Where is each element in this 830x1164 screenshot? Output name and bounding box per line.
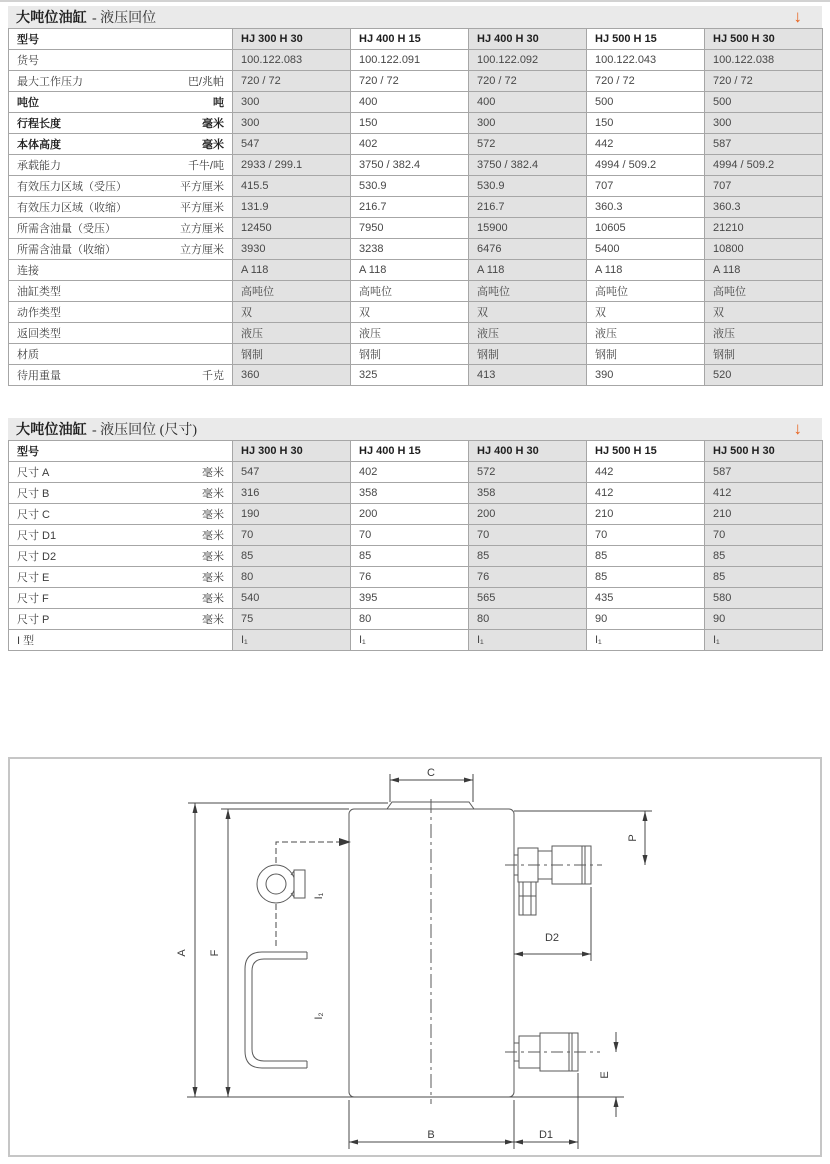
cell-value: 15900: [469, 218, 587, 239]
row-label-header: 型号: [9, 441, 233, 462]
row-label: 尺寸 A: [17, 467, 50, 479]
cell-value: 300: [233, 92, 351, 113]
cell-value: 76: [469, 567, 587, 588]
row-label: 油缸类型: [17, 286, 61, 298]
cell-value: 液压: [469, 323, 587, 344]
table-row: [9, 260, 823, 281]
cell-value: 液压: [351, 323, 469, 344]
cell-value: 100.122.043: [587, 50, 705, 71]
cell-value: 530.9: [469, 176, 587, 197]
cell-value: 4994 / 509.2: [705, 155, 823, 176]
cell-value: 双: [587, 302, 705, 323]
cell-value: 6476: [469, 239, 587, 260]
cell-value: 双: [469, 302, 587, 323]
cell-value: 190: [233, 504, 351, 525]
row-label: 返回类型: [17, 328, 61, 340]
cell-value: 钢制: [351, 344, 469, 365]
row-label: 动作类型: [17, 307, 61, 319]
cell-value: 216.7: [469, 197, 587, 218]
dim-label-f: F: [209, 949, 221, 957]
cell-value: 360.3: [705, 197, 823, 218]
cell-value: 720 / 72: [469, 71, 587, 92]
cell-value: 高吨位: [233, 281, 351, 302]
cell-value: 547: [233, 462, 351, 483]
row-label: 尺寸 C: [17, 509, 50, 521]
cell-value: 200: [469, 504, 587, 525]
table-row: [9, 281, 823, 302]
cell-value: 4994 / 509.2: [587, 155, 705, 176]
row-label-cell: [9, 344, 233, 365]
row-label-cell: [9, 609, 233, 630]
column-header: HJ 500 H 30: [705, 441, 823, 462]
cell-value: 707: [705, 176, 823, 197]
cell-value: 85: [587, 567, 705, 588]
row-label-cell: [9, 567, 233, 588]
spec-table-hydraulic-return: [8, 6, 822, 386]
table-row: [9, 323, 823, 344]
cell-value: 钢制: [705, 344, 823, 365]
table1-title-bar: [8, 6, 822, 28]
cell-value: 572: [469, 134, 587, 155]
table-row: [9, 92, 823, 113]
cell-value: 150: [587, 113, 705, 134]
row-label-cell: [9, 50, 233, 71]
cell-value: 720 / 72: [233, 71, 351, 92]
row-label: 待用重量: [17, 370, 61, 382]
cell-value: 360.3: [587, 197, 705, 218]
row-label-cell: [9, 155, 233, 176]
cell-value: 21210: [705, 218, 823, 239]
cell-value: 200: [351, 504, 469, 525]
row-unit: 毫米: [202, 488, 224, 500]
cell-value: 358: [351, 483, 469, 504]
table-row: [9, 344, 823, 365]
cell-value: 572: [469, 462, 587, 483]
cell-value: 402: [351, 134, 469, 155]
row-label: 所需含油量（受压）: [17, 223, 116, 235]
cell-value: 565: [469, 588, 587, 609]
cell-value: 液压: [587, 323, 705, 344]
row-unit: 千克: [202, 370, 224, 382]
row-unit: 立方厘米: [180, 244, 224, 256]
row-label: 尺寸 P: [17, 614, 50, 626]
cell-value: A 118: [233, 260, 351, 281]
cell-value: 80: [469, 609, 587, 630]
cell-value: 7950: [351, 218, 469, 239]
cell-value: 85: [705, 546, 823, 567]
row-label: I 型: [17, 635, 35, 647]
cell-value: 85: [587, 546, 705, 567]
row-unit: 毫米: [202, 530, 224, 542]
row-label: 材质: [17, 349, 39, 361]
cell-value: 587: [705, 462, 823, 483]
row-unit: 毫米: [202, 467, 224, 479]
cell-value: 70: [587, 525, 705, 546]
cell-value: 75: [233, 609, 351, 630]
row-label: 有效压力区域（受压）: [17, 181, 127, 193]
cell-value: 76: [351, 567, 469, 588]
row-unit: 毫米: [202, 509, 224, 521]
cell-value: 402: [351, 462, 469, 483]
row-unit: 毫米: [202, 593, 224, 605]
spec-table-dimensions: [8, 418, 822, 651]
table-row: [9, 630, 823, 651]
dim-label-e: E: [599, 1071, 611, 1079]
cell-value: 442: [587, 462, 705, 483]
row-label-cell: [9, 281, 233, 302]
cell-value: 216.7: [351, 197, 469, 218]
row-label-cell: [9, 92, 233, 113]
cell-value: I₁: [469, 630, 587, 651]
cell-value: 液压: [705, 323, 823, 344]
column-header: HJ 400 H 30: [469, 29, 587, 50]
cell-value: 钢制: [233, 344, 351, 365]
cell-value: A 118: [469, 260, 587, 281]
cell-value: 10800: [705, 239, 823, 260]
cell-value: 双: [233, 302, 351, 323]
row-label-header: 型号: [9, 29, 233, 50]
down-arrow-icon[interactable]: ↓: [793, 7, 802, 26]
cell-value: 210: [587, 504, 705, 525]
row-label: 尺寸 B: [17, 488, 50, 500]
cell-value: 400: [351, 92, 469, 113]
row-unit: 平方厘米: [180, 202, 224, 214]
column-header: HJ 400 H 15: [351, 29, 469, 50]
cell-value: 85: [705, 567, 823, 588]
cell-value: 10605: [587, 218, 705, 239]
cell-value: 2933 / 299.1: [233, 155, 351, 176]
cell-value: 100.122.091: [351, 50, 469, 71]
row-label-cell: [9, 197, 233, 218]
table-row: [9, 504, 823, 525]
cell-value: 3750 / 382.4: [351, 155, 469, 176]
cell-value: 435: [587, 588, 705, 609]
column-header: HJ 500 H 15: [587, 29, 705, 50]
cell-value: I₁: [233, 630, 351, 651]
row-unit: 毫米: [202, 139, 224, 151]
cell-value: 85: [469, 546, 587, 567]
row-unit: 毫米: [202, 614, 224, 626]
cell-value: 390: [587, 365, 705, 386]
cell-value: A 118: [705, 260, 823, 281]
row-label: 所需含油量（收缩）: [17, 244, 116, 256]
row-label: 吨位: [17, 97, 39, 109]
cell-value: 415.5: [233, 176, 351, 197]
cell-value: 100.122.038: [705, 50, 823, 71]
cell-value: 587: [705, 134, 823, 155]
table-row: [9, 365, 823, 386]
row-unit: 毫米: [202, 551, 224, 563]
header-row: [9, 441, 823, 462]
table-row: [9, 239, 823, 260]
cell-value: 90: [587, 609, 705, 630]
row-unit: 毫米: [202, 572, 224, 584]
cell-value: 双: [351, 302, 469, 323]
row-unit: 立方厘米: [180, 223, 224, 235]
cell-value: 90: [705, 609, 823, 630]
row-label-cell: [9, 588, 233, 609]
cell-value: A 118: [587, 260, 705, 281]
cell-value: 412: [587, 483, 705, 504]
row-label: 尺寸 E: [17, 572, 50, 584]
cell-value: 300: [233, 113, 351, 134]
table1-title-main: 大吨位油缸: [16, 9, 87, 25]
row-label-cell: [9, 504, 233, 525]
cylinder-technical-drawing: [8, 757, 822, 1157]
table2-title-bar: [8, 418, 822, 440]
cell-value: 高吨位: [351, 281, 469, 302]
cell-value: 150: [351, 113, 469, 134]
table-row: [9, 71, 823, 92]
row-label: 有效压力区域（收缩）: [17, 202, 127, 214]
cell-value: 720 / 72: [705, 71, 823, 92]
row-label-cell: [9, 176, 233, 197]
cell-value: 钢制: [587, 344, 705, 365]
row-unit: 吨: [213, 97, 224, 109]
dim-label-p: P: [627, 834, 639, 842]
column-header: HJ 400 H 15: [351, 441, 469, 462]
row-label-cell: [9, 134, 233, 155]
cell-value: A 118: [351, 260, 469, 281]
cell-value: 325: [351, 365, 469, 386]
row-label-cell: [9, 218, 233, 239]
cell-value: 双: [705, 302, 823, 323]
cell-value: 316: [233, 483, 351, 504]
cell-value: 80: [351, 609, 469, 630]
cell-value: 85: [233, 546, 351, 567]
cell-value: I₁: [351, 630, 469, 651]
cell-value: 100.122.092: [469, 50, 587, 71]
cell-value: 210: [705, 504, 823, 525]
cell-value: 12450: [233, 218, 351, 239]
dim-label-b: B: [427, 1129, 435, 1141]
row-label-cell: [9, 546, 233, 567]
column-header: HJ 500 H 15: [587, 441, 705, 462]
cell-value: 3930: [233, 239, 351, 260]
cell-value: 500: [587, 92, 705, 113]
row-label: 连接: [17, 265, 39, 277]
cell-value: 442: [587, 134, 705, 155]
cell-value: 高吨位: [469, 281, 587, 302]
cell-value: 530.9: [351, 176, 469, 197]
table-row: [9, 609, 823, 630]
table-row: [9, 546, 823, 567]
row-label-cell: [9, 113, 233, 134]
cell-value: 70: [351, 525, 469, 546]
label-i1: I₁: [313, 892, 325, 900]
table-row: [9, 176, 823, 197]
cell-value: 300: [705, 113, 823, 134]
row-label-cell: [9, 302, 233, 323]
cell-value: 358: [469, 483, 587, 504]
row-label: 承载能力: [17, 160, 61, 172]
table2-title-sub: - 液压回位 (尺寸): [92, 423, 197, 438]
row-label-cell: [9, 462, 233, 483]
cell-value: 360: [233, 365, 351, 386]
page-top-edge: [0, 0, 830, 2]
dim-label-d1: D1: [538, 1129, 554, 1141]
table-row: [9, 525, 823, 546]
cell-value: 520: [705, 365, 823, 386]
cell-value: 540: [233, 588, 351, 609]
row-label: 本体高度: [17, 139, 61, 151]
cell-value: 5400: [587, 239, 705, 260]
table-row: [9, 302, 823, 323]
cell-value: 70: [705, 525, 823, 546]
cell-value: 720 / 72: [587, 71, 705, 92]
table-row: [9, 113, 823, 134]
row-label-cell: [9, 630, 233, 651]
label-i2: I₂: [313, 1012, 325, 1020]
cell-value: 高吨位: [587, 281, 705, 302]
row-label: 尺寸 D2: [17, 551, 57, 563]
cell-value: 85: [351, 546, 469, 567]
cell-value: 400: [469, 92, 587, 113]
cell-value: 131.9: [233, 197, 351, 218]
row-label: 货号: [17, 55, 39, 67]
cell-value: 3238: [351, 239, 469, 260]
row-unit: 巴/兆帕: [187, 76, 224, 88]
lifting-eye-boss: [294, 870, 305, 898]
dim-label-c: C: [427, 767, 435, 779]
row-label-cell: [9, 71, 233, 92]
cell-value: 80: [233, 567, 351, 588]
cell-value: 100.122.083: [233, 50, 351, 71]
table-row: [9, 134, 823, 155]
cell-value: 720 / 72: [351, 71, 469, 92]
cell-value: 300: [469, 113, 587, 134]
row-label-cell: [9, 239, 233, 260]
cell-value: 高吨位: [705, 281, 823, 302]
header-row: [9, 29, 823, 50]
column-header: HJ 400 H 30: [469, 441, 587, 462]
cell-value: 3750 / 382.4: [469, 155, 587, 176]
row-label-cell: [9, 525, 233, 546]
cell-value: 412: [705, 483, 823, 504]
cell-value: 70: [233, 525, 351, 546]
column-header: HJ 500 H 30: [705, 29, 823, 50]
row-unit: 平方厘米: [180, 181, 224, 193]
table-row: [9, 218, 823, 239]
row-label: 尺寸 D1: [17, 530, 57, 542]
cell-value: 395: [351, 588, 469, 609]
table-row: [9, 197, 823, 218]
cell-value: 70: [469, 525, 587, 546]
cell-value: 707: [587, 176, 705, 197]
spec-table-1: [8, 28, 823, 386]
table-row: [9, 588, 823, 609]
table-row: [9, 462, 823, 483]
cell-value: 413: [469, 365, 587, 386]
cell-value: I₁: [705, 630, 823, 651]
cell-value: 钢制: [469, 344, 587, 365]
down-arrow-icon[interactable]: ↓: [793, 419, 802, 438]
row-label: 尺寸 F: [17, 593, 49, 605]
table-row: [9, 567, 823, 588]
cell-value: 500: [705, 92, 823, 113]
cylinder-drawing-svg: [8, 757, 822, 1157]
dim-label-a: A: [176, 949, 188, 957]
row-label-cell: [9, 323, 233, 344]
column-header: HJ 300 H 30: [233, 29, 351, 50]
spec-table-2: [8, 440, 823, 651]
row-label: 最大工作压力: [17, 76, 83, 88]
table-row: [9, 155, 823, 176]
column-header: HJ 300 H 30: [233, 441, 351, 462]
row-unit: 毫米: [202, 118, 224, 130]
table-row: [9, 483, 823, 504]
table2-title-main: 大吨位油缸: [16, 421, 87, 437]
table1-title-sub: - 液压回位: [92, 11, 157, 26]
row-label-cell: [9, 483, 233, 504]
cell-value: 液压: [233, 323, 351, 344]
table-row: [9, 50, 823, 71]
cell-value: 547: [233, 134, 351, 155]
row-unit: 千牛/吨: [187, 160, 224, 172]
row-label-cell: [9, 260, 233, 281]
cell-value: 580: [705, 588, 823, 609]
dim-label-d2: D2: [544, 932, 560, 944]
row-label-cell: [9, 365, 233, 386]
cell-value: I₁: [587, 630, 705, 651]
row-label: 行程长度: [17, 118, 61, 130]
